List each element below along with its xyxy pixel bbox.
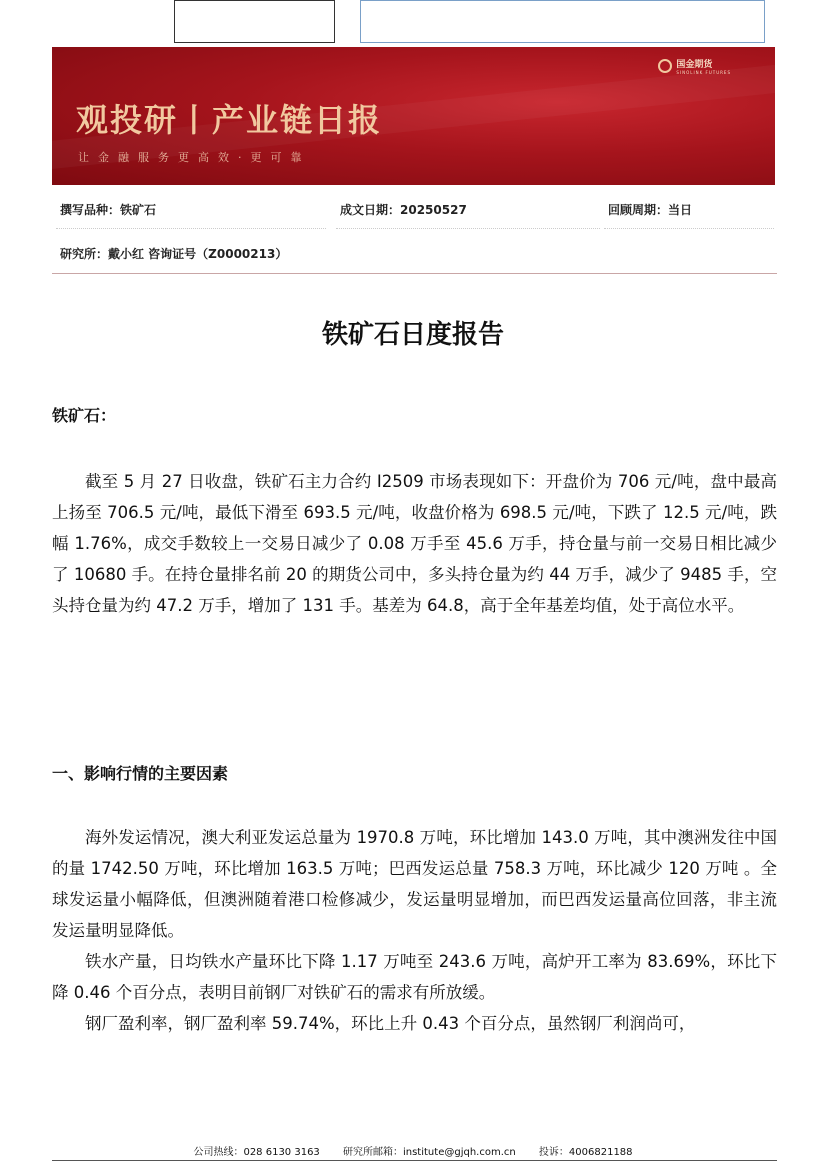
header-divider — [52, 273, 777, 274]
meta-date: 成文日期：20250527 — [340, 203, 467, 217]
banner-title: 观投研丨产业链日报 — [76, 101, 383, 139]
meta-institute: 研究所：戴小红 咨询证号（Z0000213） — [60, 247, 288, 261]
footer-email: 研究所邮箱：institute@gjqh.com.cn — [342, 1147, 516, 1158]
meta-period: 回顾周期：当日 — [608, 203, 693, 217]
document-title: 铁矿石日度报告 — [321, 320, 504, 350]
meta-variety: 撰写品种：铁矿石 — [60, 203, 157, 217]
summary-paragraph — [52, 466, 777, 621]
report-banner — [52, 47, 775, 185]
footer-divider — [52, 1160, 777, 1161]
footer-hotline: 公司热线：028 6130 3163 — [193, 1147, 320, 1158]
section1-heading: 一、影响行情的主要因素 — [52, 764, 229, 783]
factor-paragraph: 钢厂盈利率，钢厂盈利率 59.74%，环比上升 0.43 个百分点，虽然钢厂利润尚可， — [85, 1014, 696, 1033]
header-box-right — [360, 0, 765, 43]
footer-complaint: 投诉：4006821188 — [538, 1147, 633, 1158]
banner-slogan: 让金融服务更高效·更可靠 — [78, 151, 311, 164]
factor-paragraph: 铁水产量，日均铁水产量环比下降 1.17 万吨至 243.6 万吨，高炉开工率为 83.69%，环比下降 0.46 个百分点，表明目前钢厂对铁矿石的需求有所放缓。 — [52, 952, 777, 1002]
header-box-left — [174, 0, 335, 43]
logo-cn: 国金期货 — [676, 60, 713, 70]
company-logo — [658, 57, 731, 75]
summary-text: 截至 5 月 27 日收盘，铁矿石主力合约 I2509 市场表现如下：开盘价为 706 元/吨，盘中最高上扬至 706.5 元/吨，最低下滑至 693.5 元/吨，收盘价格为 698.5 元/吨，下跌了 12.5 元/吨，跌幅 1.76%，成交手数较上一交易日减少了 0.08 万手至 45.6 万手，持仓量与前一交易日相比减少了 10680 手。在持仓量排名前 20 的期货公司中，多头持仓量为约 44 万手，减少了 9485 手，空头持仓量为约 47.2 万手，增加了 131 手。基差为 64.8，高于全年基差均值，处于高位水平。 — [52, 472, 777, 615]
logo-mark-icon — [658, 59, 672, 73]
page-footer — [0, 1143, 826, 1158]
factors-block — [52, 822, 777, 1039]
factor-paragraph: 海外发运情况，澳大利亚发运总量为 1970.8 万吨，环比增加 143.0 万吨，其中澳洲发往中国的量 1742.50 万吨，环比增加 163.5 万吨；巴西发运总量 758.3 万吨，环比减少 120 万吨 。全球发运量小幅降低，但澳洲随着港口检修减少，发运量明显增加，而巴西发运量高位回落，非主流发运量明显降低。 — [52, 828, 777, 940]
logo-en: SINOLINK FUTURES — [676, 70, 731, 75]
section-label: 铁矿石： — [52, 406, 117, 425]
